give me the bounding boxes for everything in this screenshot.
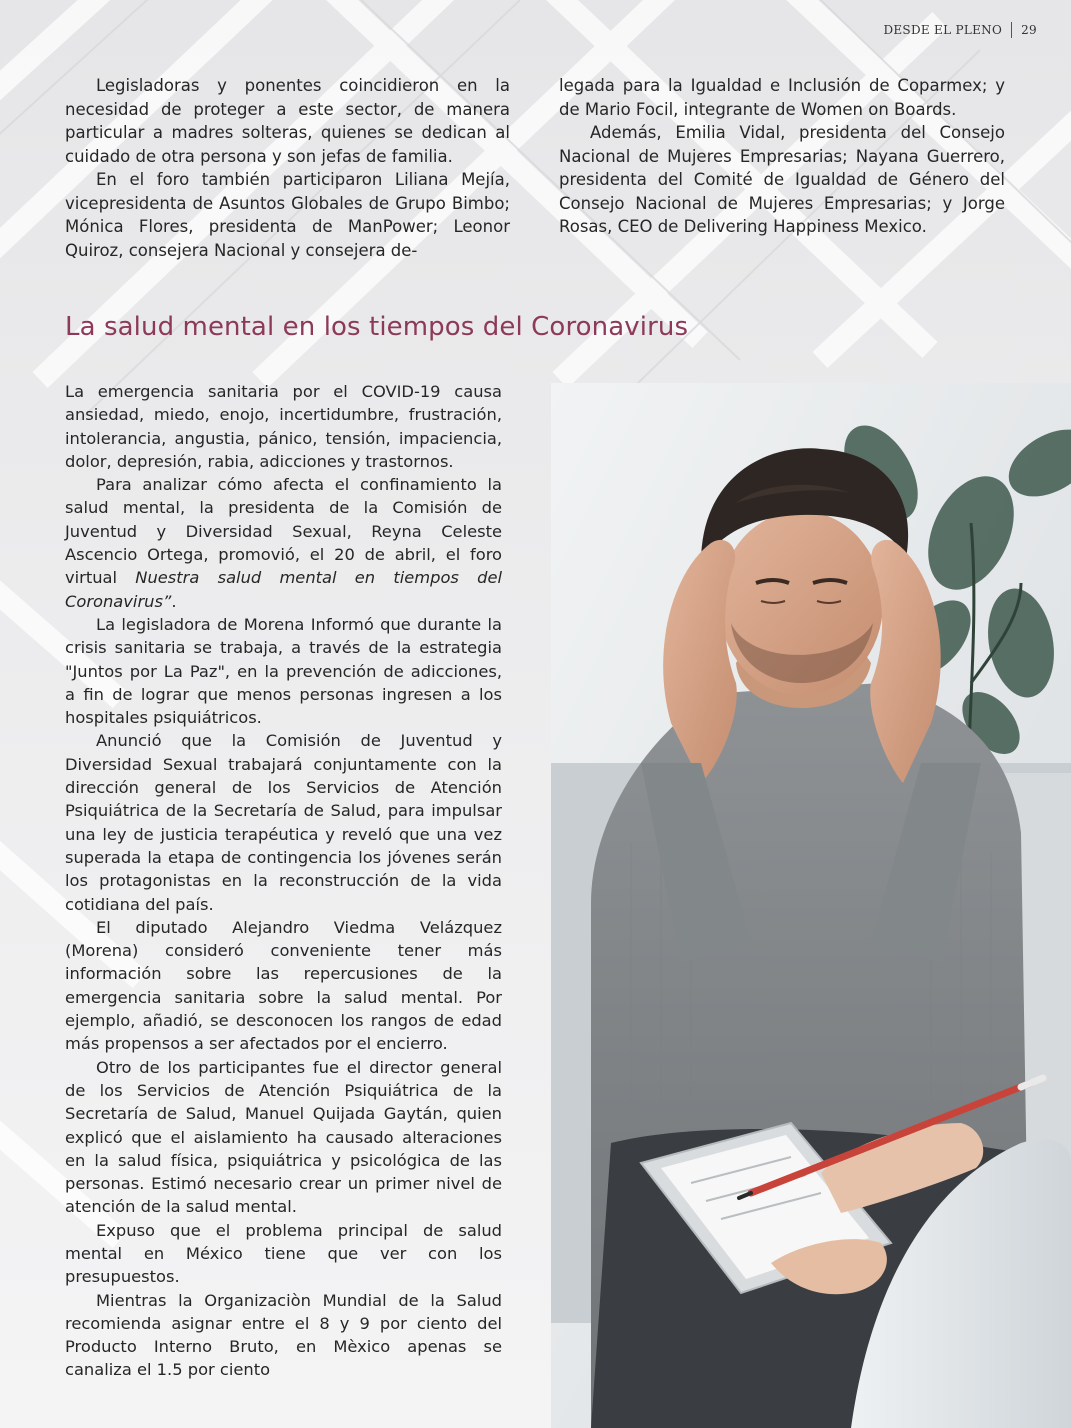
article-paragraph-4: Anunció que la Comisión de Juventud y Diversidad Sexual trabajará conjuntamente con la dirección general de los Servicios de Atención Psiquiátrica de la Secretaría de Salud, para impulsar una ley de justicia terapéutica y reveló que una vez superada la etapa de contingencia los jóvenes serán los protagonistas en la reconstrucción de la vida cotidiana del país. <box>65 731 502 914</box>
article-paragraph-6: Otro de los participantes fue el director general de los Servicios de Atención Psiquiátrica de la Secretaría de Salud, Manuel Quijada Gaytán, quien explicó que el aislamiento ha causado alteraciones en la salud física, psiquiátrica y psicológica de las personas. Estimó necesario crear un primer nivel de atención de la salud mental. <box>65 1057 502 1217</box>
article-paragraph-1: La emergencia sanitaria por el COVID-19 causa ansiedad, miedo, enojo, incertidumbre, frustración, intolerancia, angustia, pánico, tensión, impaciencia, dolor, depresión, rabia, adicciones y trastornos. <box>65 382 502 471</box>
intro-right-paragraph-2: Además, Emilia Vidal, presidenta del Consejo Nacional de Mujeres Empresarias; Nayana Guerrero, presidenta del Comité de Igualdad de Género del Consejo Nacional de Mujeres Empresarias; y Jorge Rosas, CEO de Delivering Happiness Mexico. <box>559 123 1005 236</box>
article-paragraph-7: Expuso que el problema principal de salud mental en México tiene que ver con los presupuestos. <box>65 1220 502 1287</box>
paragraph-2-text: Para analizar cómo afecta el confinamiento la salud mental, la presidenta de la Comisión de Juventud y Diversidad Sexual, Reyna Celeste Ascencio Ortega, promovió, el 20 de abril, el foro virtual <box>65 475 502 588</box>
article-paragraph-3: La legisladora de Morena Informó que durante la crisis sanitaria se trabaja, a través de la estrategia "Juntos por La Paz", en la prevención de adicciones, a fin de lograr que menos personas ingresen a los hospitales psiquiátricos. <box>65 614 502 728</box>
header-divider <box>1011 22 1012 38</box>
article-paragraph-8: Mientras la Organizaciòn Mundial de la Salud recomienda asignar entre el 8 y 9 por ciento del Producto Interno Bruto, en Mèxico apenas se canaliza el 1.5 por ciento <box>65 1290 502 1380</box>
intro-left-paragraph-1: Legisladoras y ponentes coincidieron en la necesidad de proteger a este sector, de manera particular a madres solteras, quienes se dedican al cuidado de otra persona y son jefas de familia. <box>65 76 510 166</box>
intro-column-left <box>65 74 510 262</box>
intro-left-paragraph-2: En el foro también participaron Liliana Mejía, vicepresidenta de Asuntos Globales de Grupo Bimbo; Mónica Flores, presidenta de ManPower; Leonor Quiroz, consejera Nacional y consejera de- <box>65 170 510 260</box>
forum-name-italic: Nuestra salud mental en tiempos del Coronavirus” <box>65 568 503 611</box>
section-name: DESDE EL PLENO <box>883 23 1003 37</box>
article-photo <box>551 383 1071 1428</box>
article-body <box>65 380 502 1382</box>
intro-right-paragraph-1: legada para la Igualdad e Inclusión de Coparmex; y de Mario Focil, integrante de Women on Boards. <box>559 76 1005 119</box>
article-paragraph-2 <box>65 473 502 613</box>
article-title: La salud mental en los tiempos del Coronavirus <box>65 312 689 342</box>
intro-column-right <box>559 74 1005 239</box>
page-number: 29 <box>1021 23 1037 37</box>
paragraph-2-end: . <box>171 591 177 611</box>
article-paragraph-5: El diputado Alejandro Viedma Velázquez (Morena) consideró conveniente tener más información sobre las repercusiones de la emergencia sanitaria sobre la salud mental. Por ejemplo, añadió, se desconocen los rangos de edad más propensos a ser afectados por el encierro. <box>65 917 502 1054</box>
running-header <box>883 22 1037 38</box>
